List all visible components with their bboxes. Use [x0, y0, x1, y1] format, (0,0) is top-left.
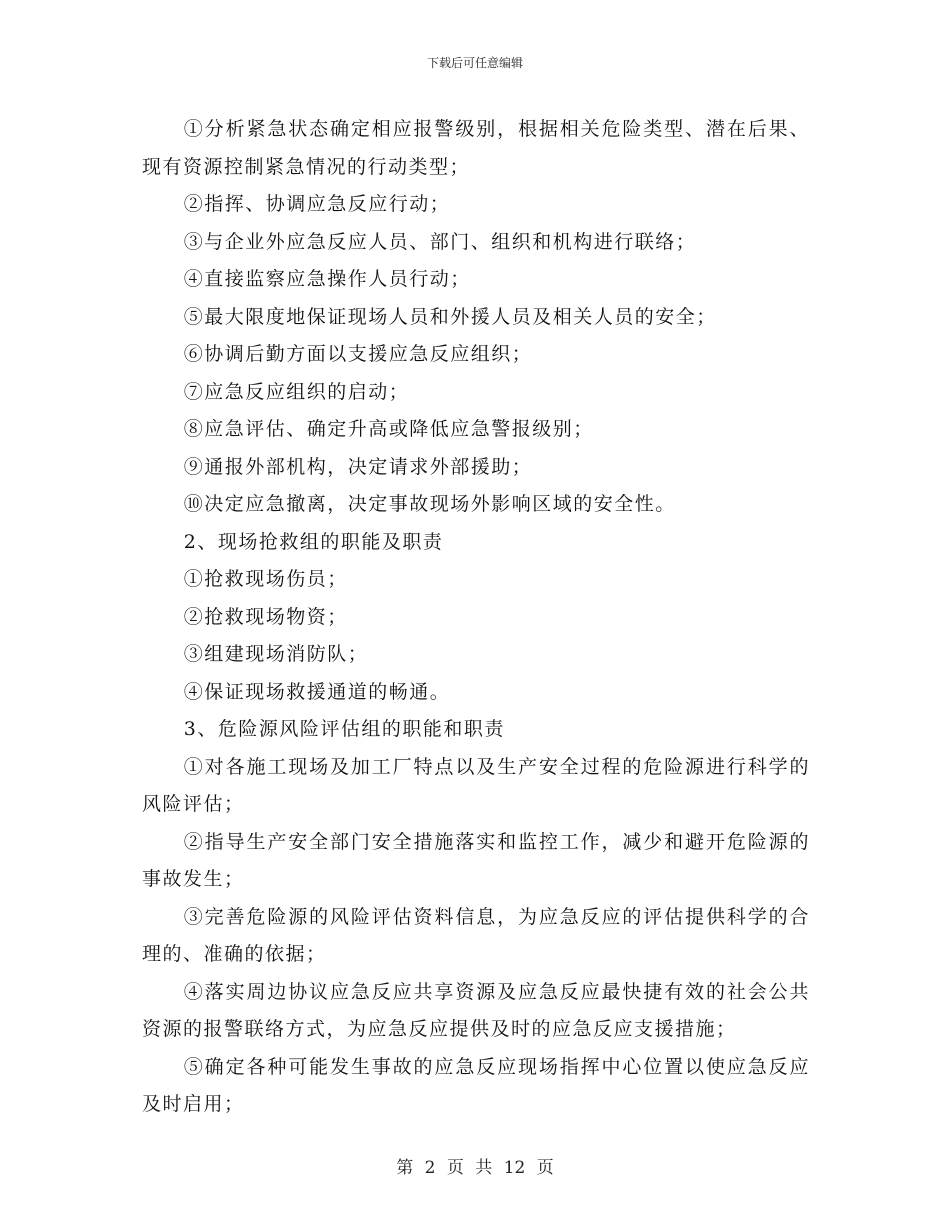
paragraph: ⑤最大限度地保证现场人员和外援人员及相关人员的安全；: [183, 305, 717, 328]
paragraph: ⑥协调后勤方面以支援应急反应组织；: [183, 343, 533, 365]
paragraph: ①抢救现场伤员；: [183, 568, 348, 590]
paragraph: ③与企业外应急反应人员、部门、组织和机构进行联络；: [183, 230, 697, 253]
paragraph: ⑩决定应急撤离，决定事故现场外影响区域的安全性。: [183, 493, 676, 515]
paragraph: ②指导生产安全部门安全措施落实和监控工作，减少和避开危险源的事故发生；: [142, 830, 810, 890]
paragraph: ④保证现场救援通道的畅通。: [183, 680, 451, 703]
paragraph: ④直接监察应急操作人员行动；: [183, 268, 471, 290]
paragraph: ⑧应急评估、确定升高或降低应急警报级别；: [183, 418, 594, 440]
paragraph: ②抢救现场物资；: [183, 605, 348, 628]
paragraph: ⑦应急反应组织的启动；: [183, 380, 410, 403]
section-heading: 2、现场抢救组的职能及职责: [183, 530, 444, 553]
paragraph: ①对各施工现场及加工厂特点以及生产安全过程的危险源进行科学的风险评估；: [142, 755, 810, 815]
paragraph: ③完善危险源的风险评估资料信息，为应急反应的评估提供科学的合理的、准确的依据；: [142, 905, 810, 965]
page-number: 第 2 页 共 12 页: [396, 1158, 554, 1178]
paragraph: ⑤确定各种可能发生事故的应急反应现场指挥中心位置以使应急反应及时启用；: [142, 1055, 810, 1115]
paragraph: ③组建现场消防队；: [183, 643, 369, 665]
paragraph: ⑨通报外部机构，决定请求外部援助；: [183, 455, 533, 478]
document-body: [142, 111, 810, 1124]
paragraph: ①分析紧急状态确定相应报警级别，根据相关危险类型、潜在后果、现有资源控制紧急情况的行动类型；: [142, 118, 810, 178]
page-header: 下载后可任意编辑: [426, 56, 523, 70]
paragraph: ②指挥、协调应急反应行动；: [183, 193, 451, 215]
section-heading: 3、危险源风险评估组的职能和职责: [183, 718, 505, 740]
paragraph: ④落实周边协议应急反应共享资源及应急反应最快捷有效的社会公共资源的报警联络方式，为应急反应提供及时的应急反应支援措施；: [142, 980, 810, 1040]
